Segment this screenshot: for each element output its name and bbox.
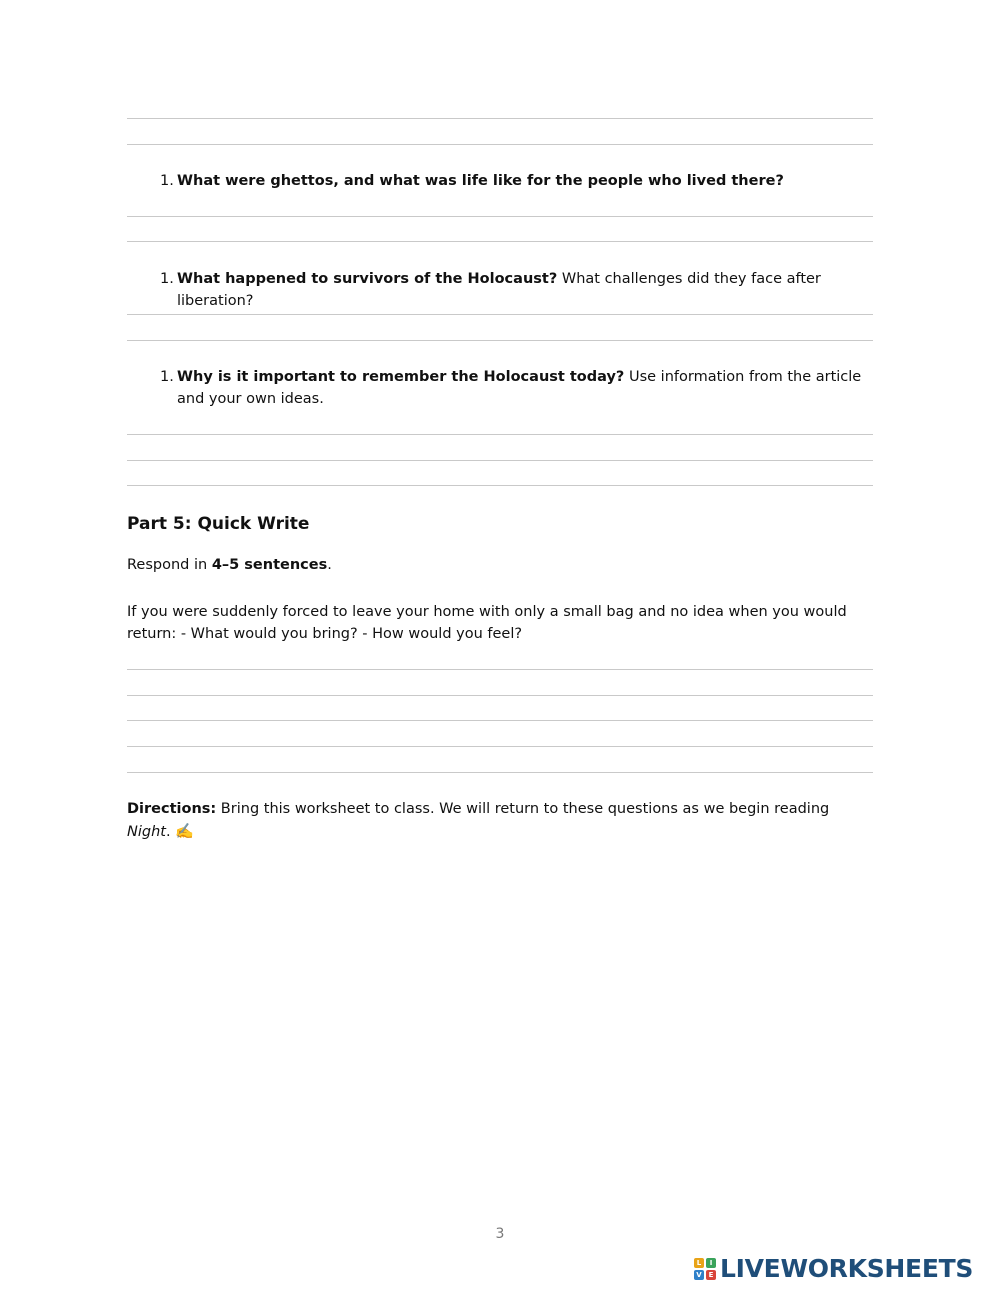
question-ghettos [160, 170, 875, 192]
answer-line[interactable] [127, 340, 873, 341]
question-bold-text: What happened to survivors of the Holocaust? [177, 271, 558, 287]
logo-icon [694, 1258, 716, 1280]
question-text: Use information from the article and your own ideas. [177, 369, 862, 407]
question-number: 1. [160, 173, 174, 189]
respond-instruction: Respond in 4–5 sentences. [127, 557, 332, 573]
answer-line[interactable] [127, 695, 873, 696]
answer-line[interactable] [127, 118, 873, 119]
answer-line[interactable] [127, 216, 873, 217]
question-survivors [160, 268, 875, 312]
question-text: What challenges did they face after liberation? [177, 271, 821, 309]
question-bold-text: What were ghettos, and what was life like for the people who lived there? [177, 173, 784, 189]
logo-letter: V [694, 1270, 704, 1280]
answer-line[interactable] [127, 460, 873, 461]
question-number: 1. [160, 271, 174, 287]
answer-line[interactable] [127, 241, 873, 242]
answer-line[interactable] [127, 720, 873, 721]
question-remember [160, 366, 875, 410]
writing-hand-icon: ✍️ [175, 822, 194, 840]
answer-line[interactable] [127, 669, 873, 670]
logo-letter: I [706, 1258, 716, 1268]
answer-line[interactable] [127, 434, 873, 435]
sentence-count: 4–5 sentences [211, 557, 328, 573]
logo-letter: E [706, 1270, 716, 1280]
page-number: 3 [495, 1226, 505, 1242]
question-bold-text: Why is it important to remember the Holocaust today? [177, 369, 625, 385]
book-title: Night [127, 824, 166, 840]
answer-line[interactable] [127, 144, 873, 145]
part5-heading: Part 5: Quick Write [127, 514, 310, 534]
question-number: 1. [160, 369, 174, 385]
directions: Directions: Bring this worksheet to class. We will return to these questions as we begin reading Night. ✍️ [127, 801, 830, 840]
answer-line[interactable] [127, 772, 873, 773]
logo-letter: L [694, 1258, 704, 1268]
quick-write-prompt: If you were suddenly forced to leave your home with only a small bag and no idea when you would return: - What would you bring? - How would you feel? [127, 604, 847, 642]
liveworksheets-logo [694, 1254, 973, 1284]
logo-text: LIVEWORKSHEETS [720, 1254, 974, 1283]
answer-line[interactable] [127, 746, 873, 747]
answer-line[interactable] [127, 314, 873, 315]
answer-line[interactable] [127, 485, 873, 486]
directions-label: Directions: [127, 801, 217, 817]
